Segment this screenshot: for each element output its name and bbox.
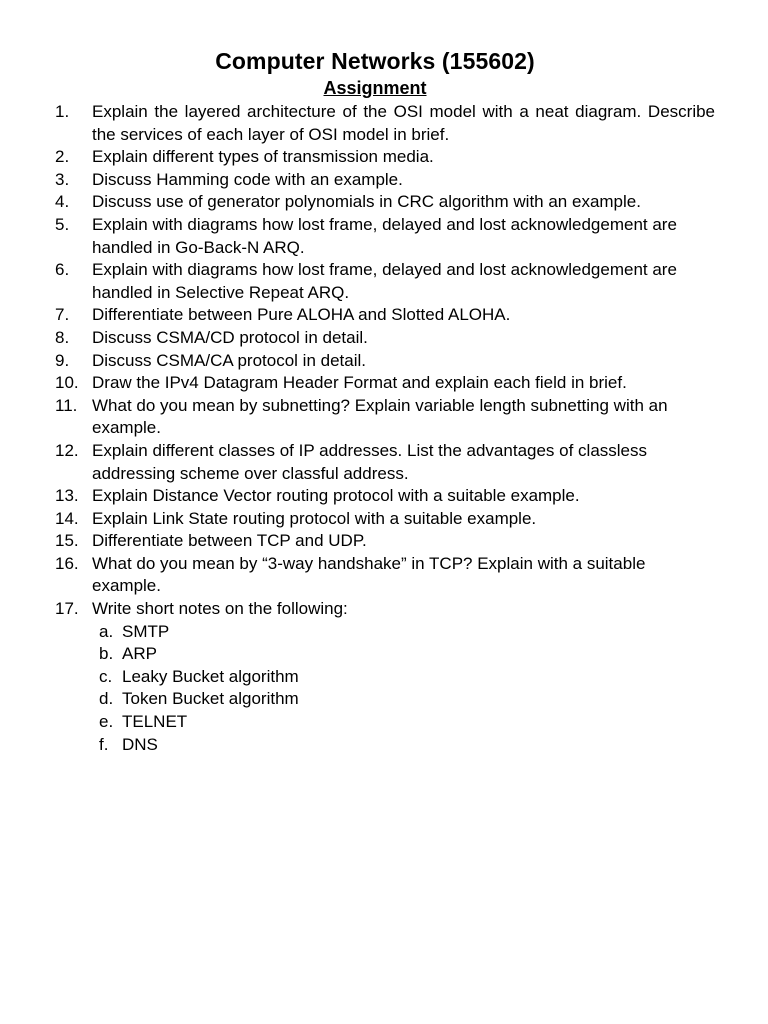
question-number: 2. [55,147,70,167]
question-list [55,101,715,756]
question-number: 15. [55,531,79,551]
page-title: Computer Networks (155602) [215,48,535,74]
question-text: Explain Link State routing protocol with a suitable example. [92,508,537,528]
question-text: Discuss Hamming code with an example. [92,169,403,189]
question-number: 7. [55,305,70,325]
question-item [55,259,715,304]
question-text: Differentiate between Pure ALOHA and Slotted ALOHA. [92,305,511,325]
question-number: 13. [55,486,79,506]
question-text: Explain the layered architecture of the OSI model with a neat diagram. Describe the services of each layer of OSI model in brief. [92,102,715,144]
question-number: 8. [55,327,70,347]
question-text: Discuss CSMA/CD protocol in detail. [92,327,368,347]
question-text: Discuss CSMA/CA protocol in detail. [92,350,366,370]
question-item [55,304,715,327]
short-note-item [92,643,715,666]
question-item [55,214,715,259]
question-item [55,530,715,553]
short-note-item [92,688,715,711]
question-item [55,485,715,508]
question-item [55,395,715,440]
question-item [55,372,715,395]
question-number: 5. [55,214,70,234]
question-item [55,440,715,485]
short-note-item [92,666,715,689]
short-note-letter: c. [99,666,113,686]
question-item [55,598,715,756]
question-text: Explain with diagrams how lost frame, delayed and lost acknowledgement are handled in Go-Back-N ARQ. [92,214,677,257]
question-text: Draw the IPv4 Datagram Header Format and explain each field in brief. [92,373,627,393]
question-item [55,553,715,598]
question-number: 11. [55,395,78,415]
short-note-letter: b. [99,644,114,664]
question-number: 12. [55,440,79,460]
question-number: 4. [55,192,70,212]
short-note-item [92,734,715,757]
question-item [55,191,715,214]
question-text: What do you mean by “3-way handshake” in TCP? Explain with a suitable example. [92,553,646,596]
question-number: 14. [55,508,79,528]
question-text: Explain different types of transmission media. [92,147,434,167]
short-note-text: TELNET [122,712,188,732]
question-number: 3. [55,169,70,189]
question-text: Explain with diagrams how lost frame, delayed and lost acknowledgement are handled in Selective Repeat ARQ. [92,260,677,302]
question-item [55,169,715,192]
question-text: What do you mean by subnetting? Explain variable length subnetting with an example. [92,395,668,438]
short-note-letter: f. [99,734,109,754]
short-note-item [92,621,715,644]
short-note-text: Leaky Bucket algorithm [122,666,299,686]
question-item [55,327,715,350]
short-note-letter: e. [99,712,114,732]
question-item [55,350,715,373]
question-number: 10. [55,373,79,393]
question-item [55,146,715,169]
question-item [55,101,715,146]
short-note-item [92,711,715,734]
question-number: 1. [55,102,70,121]
short-note-text: ARP [122,644,157,664]
question-text: Explain Distance Vector routing protocol with a suitable example. [92,486,580,506]
short-note-letter: a. [99,621,114,641]
short-note-letter: d. [99,689,114,709]
question-text: Explain different classes of IP addresses. List the advantages of classless addressing scheme over classful address. [92,440,648,483]
short-note-text: Token Bucket algorithm [122,689,299,709]
question-number: 9. [55,350,70,370]
question-item [55,508,715,531]
question-text: Differentiate between TCP and UDP. [92,531,367,551]
short-note-text: SMTP [122,621,170,641]
short-note-text: DNS [122,734,158,754]
question-number: 16. [55,553,79,573]
question-text: Write short notes on the following: [92,599,348,619]
question-number: 17. [55,599,79,619]
short-notes-list [92,621,715,757]
question-text: Discuss use of generator polynomials in CRC algorithm with an example. [92,192,641,212]
question-number: 6. [55,260,70,280]
page-subtitle: Assignment [323,78,427,98]
